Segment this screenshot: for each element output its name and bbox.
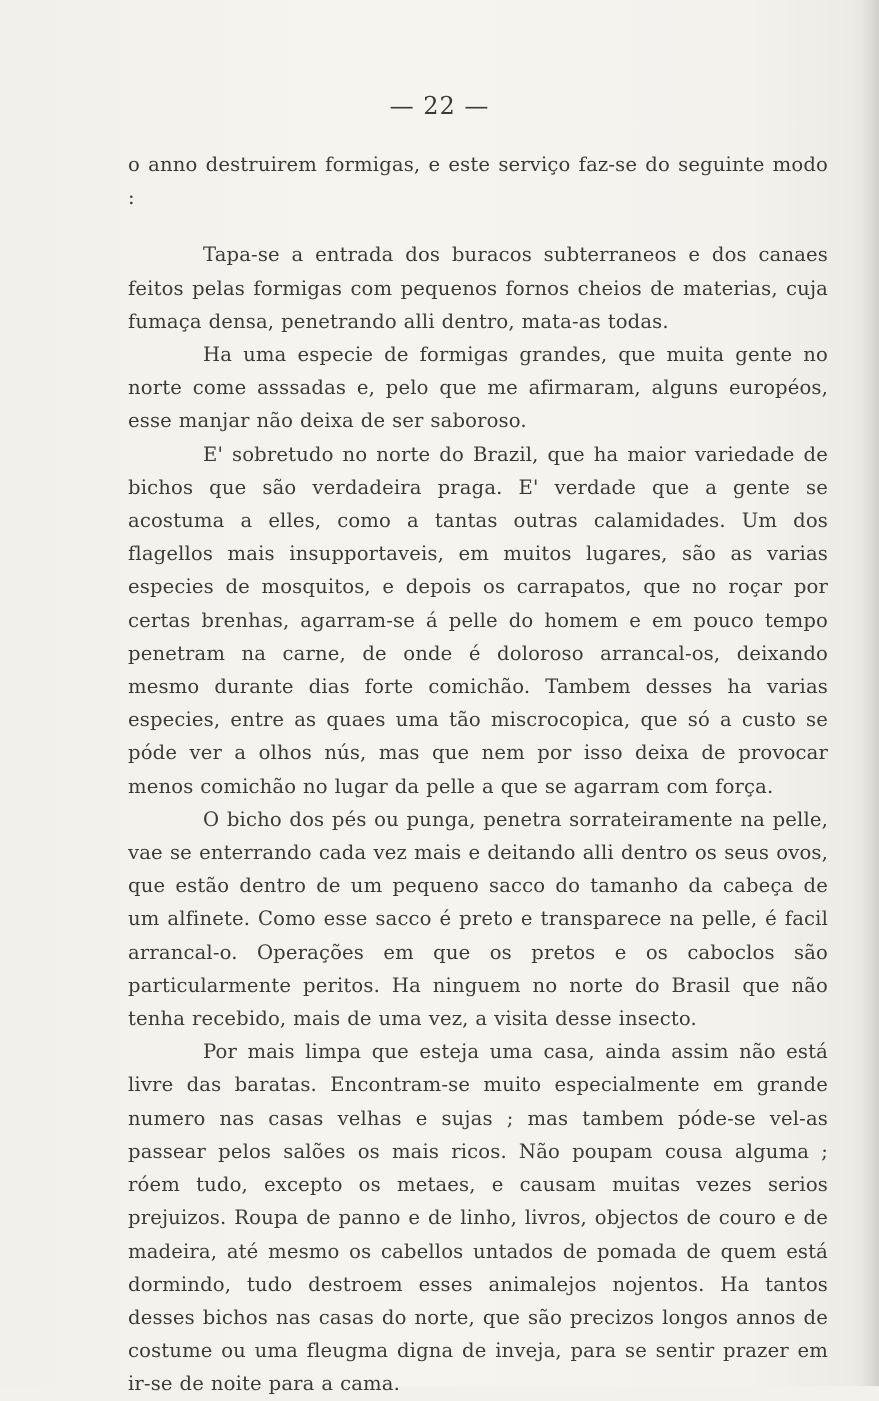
- paragraph-1: o anno destruirem formigas, e este serviço faz-se do seguinte modo :: [128, 153, 828, 210]
- page-edge-shadow: [861, 0, 879, 1386]
- paragraph-2: Tapa-se a entrada dos buracos subterraneos e dos canaes feitos pelas formigas com pequenos fornos cheios de materias, cuja fumaça densa, penetrando alli dentro, mata-as todas.: [128, 243, 828, 333]
- body-text: [128, 148, 828, 1401]
- paragraph-3: Ha uma especie de formigas grandes, que muita gente no norte come asssadas e, pelo que me afirmaram, alguns européos, esse manjar não deixa de ser saboroso.: [128, 343, 828, 433]
- page-number: — 22 —: [389, 92, 490, 120]
- paragraph-gap: [128, 214, 828, 238]
- paragraph-6: Por mais limpa que esteja uma casa, ainda assim não está livre das baratas. Encontram-se muito especialmente em grande numero nas casas velhas e sujas ; mas tambem póde-se vel-as passear pelos salões os mais ricos. Não poupam cousa alguma ; róem tudo, excepto os metaes, e causam muitas vezes serios prejuizos. Roupa de panno e de linho, livros, objectos de couro e de madeira, até mesmo os cabellos untados de pomada de quem está dormindo, tudo destroem esses animalejos nojentos. Ha tantos desses bichos nas casas do norte, que são precizos longos annos de costume ou uma fleugma digna de inveja, para se sentir prazer em ir-se de noite para a cama.: [128, 1040, 828, 1396]
- paragraph-5: O bicho dos pés ou punga, penetra sorrateiramente na pelle, vae se enterrando cada vez mais e deitando alli dentro os seus ovos, que estão dentro de um pequeno sacco do tamanho da cabeça de um alfinete. Como esse sacco é preto e transparece na pelle, é facil arrancal-o. Operações em que os pretos e os caboclos são particularmente peritos. Ha ninguem no norte do Brasil que não tenha recebido, mais de uma vez, a visita desse insecto.: [128, 807, 828, 1031]
- paragraph-4: E' sobretudo no norte do Brazil, que ha maior variedade de bichos que são verdadeira praga. E' verdade que a gente se acostuma a elles, como a tantas outras calamidades. Um dos flagellos mais insupportaveis, em muitos lugares, são as varias especies de mosquitos, e depois os carrapatos, que no roçar por certas brenhas, agarram-se á pelle do homem e em pouco tempo penetram na carne, de onde é doloroso arrancal-os, deixando mesmo durante dias forte comichão. Tambem desses ha varias especies, entre as quaes uma tão miscrocopica, que só a custo se póde ver a olhos nús, mas que nem por isso deixa de provocar menos comichão no lugar da pelle a que se agarram com força.: [128, 442, 828, 798]
